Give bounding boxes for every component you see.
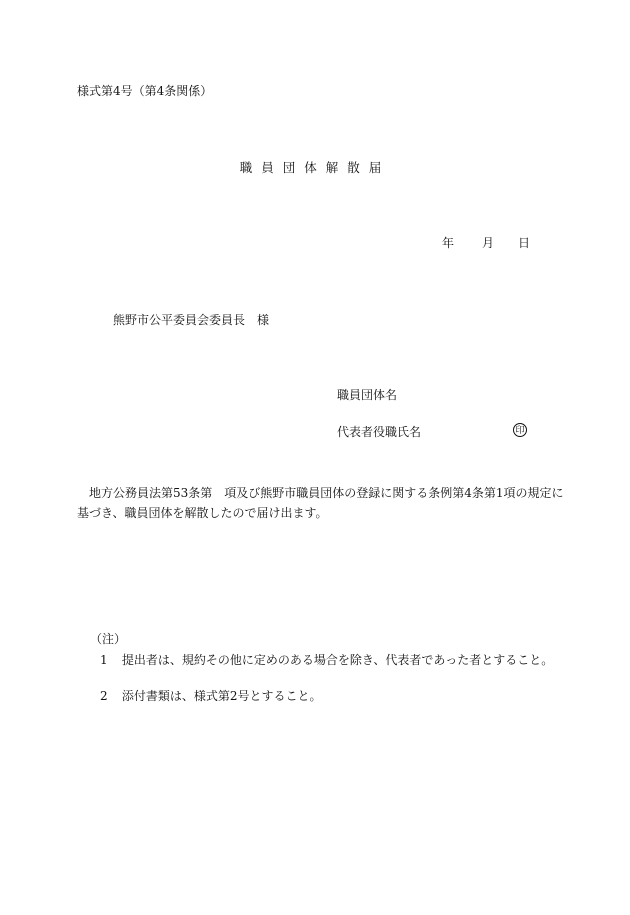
notes-heading: （注） <box>90 632 127 646</box>
day-label: 日 <box>518 236 531 250</box>
addressee: 熊野市公平委員会委員長 様 <box>113 313 270 327</box>
org-name-label: 職員団体名 <box>337 388 398 402</box>
body-line-2: 基づき、職員団体を解散したので届け出ます。 <box>77 506 328 520</box>
year-label: 年 <box>442 236 455 250</box>
note-text: 提出者は、規約その他に定めのある場合を除き、代表者であった者とすること。 <box>121 653 554 667</box>
month-label: 月 <box>482 236 495 250</box>
body-paragraph <box>77 483 564 523</box>
form-number: 様式第4号（第4条関係） <box>77 84 213 98</box>
seal-icon: 印 <box>513 423 527 437</box>
representative-label: 代表者役職氏名 <box>337 425 422 439</box>
document-title: 職員団体解散届 <box>239 160 391 175</box>
note-item <box>100 689 321 703</box>
body-line-1: 地方公務員法第53条第 項及び熊野市職員団体の登録に関する条例第4条第1項の規定に <box>77 486 564 500</box>
date-line <box>442 236 530 250</box>
note-number: 1 <box>100 653 108 667</box>
note-number: 2 <box>100 689 108 703</box>
note-text: 添付書類は、様式第2号とすること。 <box>121 689 322 703</box>
note-item <box>100 653 553 667</box>
